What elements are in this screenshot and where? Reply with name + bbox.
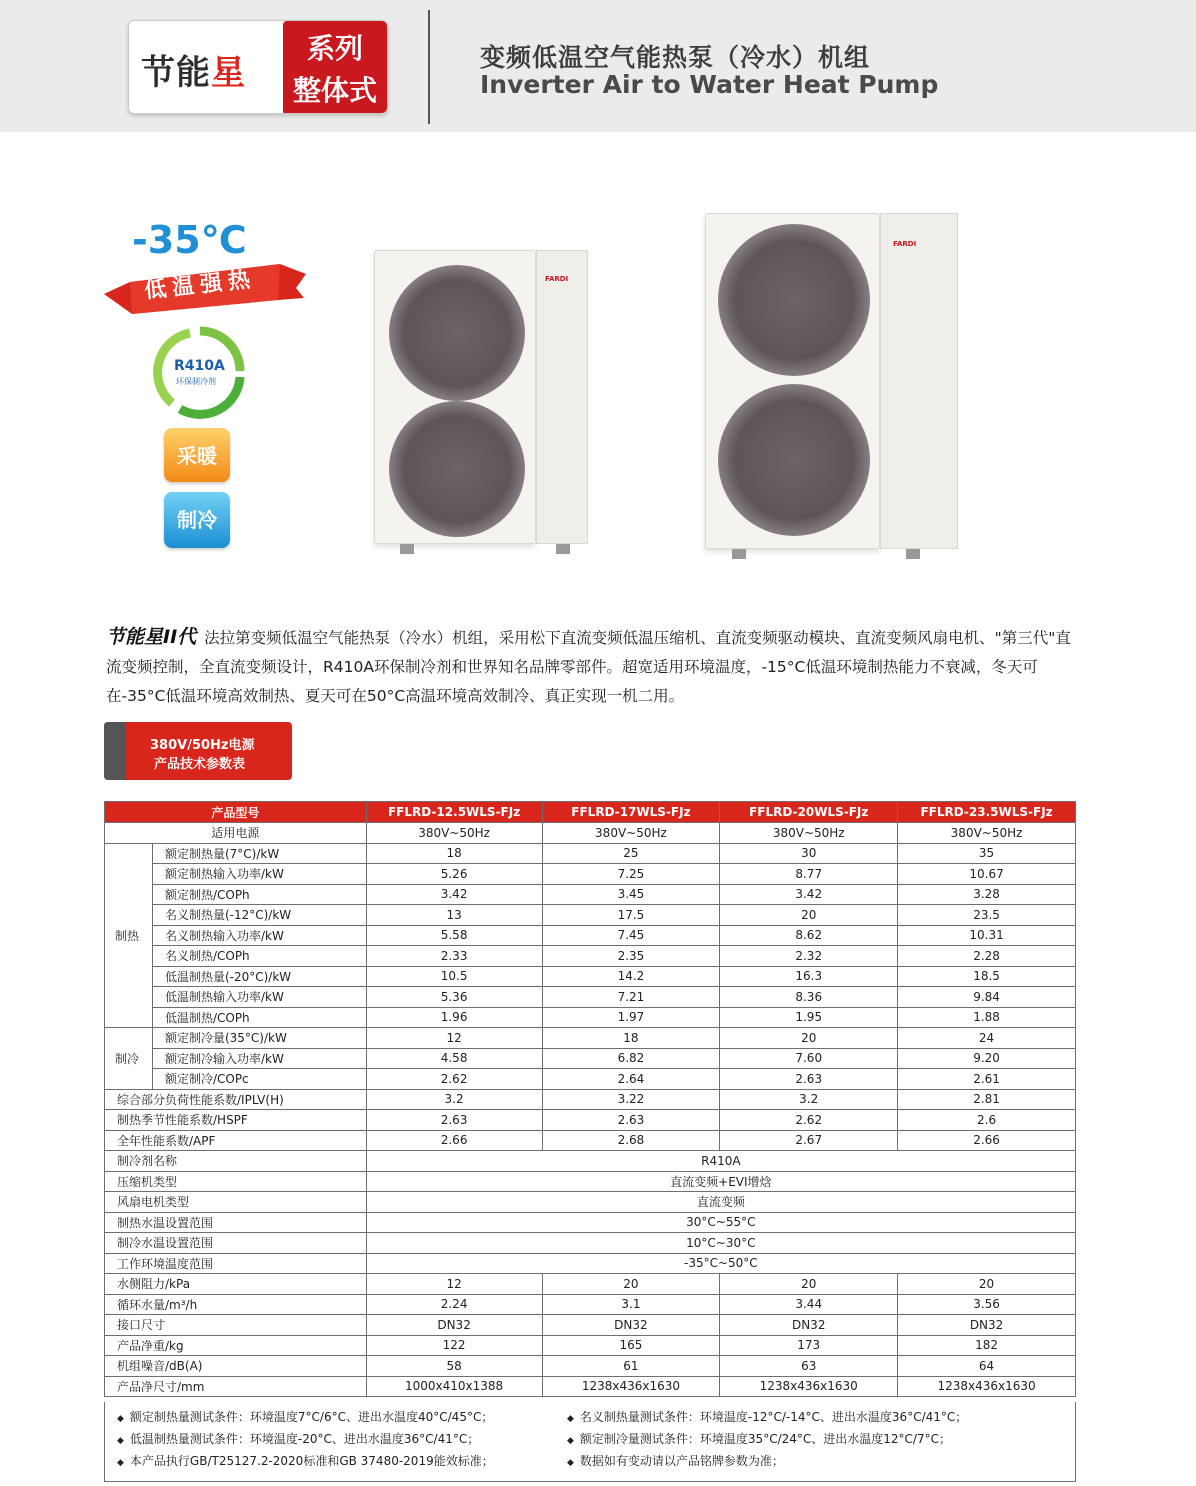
- table-row: [105, 884, 1076, 905]
- table-cell: 17.5: [542, 905, 720, 926]
- table-row: [105, 1069, 1076, 1090]
- product-image-small: [374, 250, 536, 544]
- table-cell: 2.67: [720, 1130, 898, 1151]
- table-row: [105, 1376, 1076, 1397]
- spec-table-body: [105, 823, 1076, 1397]
- notes-box: [104, 1402, 1076, 1482]
- table-row: [105, 1151, 1076, 1172]
- table-cell: 20: [720, 1028, 898, 1049]
- table-cell: 14.2: [542, 966, 720, 987]
- table-cell: 2.63: [720, 1069, 898, 1090]
- table-cell: 2.63: [542, 1110, 720, 1131]
- table-cell: 10.31: [898, 925, 1076, 946]
- note-item: ◆ 名义制热量测试条件：环境温度-12°C/-14°C、进出水温度36°C/41°C；: [567, 1410, 968, 1424]
- unit-foot: [906, 549, 920, 559]
- header-band: [0, 0, 1196, 132]
- row-label: 名义制热量(-12°C)/kW: [152, 905, 366, 926]
- table-cell: DN32: [720, 1315, 898, 1336]
- table-cell: 63: [720, 1356, 898, 1377]
- table-row: [105, 1356, 1076, 1377]
- group-label-cooling: 制冷: [105, 1028, 153, 1090]
- table-cell: 20: [898, 1274, 1076, 1295]
- table-cell: 3.1: [542, 1294, 720, 1315]
- table-row: [105, 946, 1076, 967]
- table-cell: 1.88: [898, 1007, 1076, 1028]
- table-cell: 5.58: [366, 925, 542, 946]
- table-cell: 182: [898, 1335, 1076, 1356]
- tag-strip: [104, 722, 126, 780]
- table-cell: 8.77: [720, 864, 898, 885]
- note-item: ◆ 数据如有变动请以产品铭牌参数为准；: [567, 1454, 784, 1468]
- table-cell: 3.42: [720, 884, 898, 905]
- table-cell: 9.20: [898, 1048, 1076, 1069]
- table-cell: 3.56: [898, 1294, 1076, 1315]
- row-label: 循环水量/m³/h: [105, 1294, 367, 1315]
- table-cell: 380V~50Hz: [366, 823, 542, 844]
- table-cell: 20: [720, 1274, 898, 1295]
- table-cell: 13: [366, 905, 542, 926]
- table-row: [105, 864, 1076, 885]
- table-cell: 20: [720, 905, 898, 926]
- series-logo: [128, 20, 388, 114]
- table-cell: DN32: [898, 1315, 1076, 1336]
- header-cell: FFLRD-20WLS-FJz: [720, 802, 898, 823]
- row-label: 产品净重/kg: [105, 1335, 367, 1356]
- row-label: 机组噪音/dB(A): [105, 1356, 367, 1377]
- merged-value: R410A: [366, 1151, 1075, 1172]
- temp-value: -35℃: [132, 218, 247, 262]
- table-cell: 2.63: [366, 1110, 542, 1131]
- table-cell: 2.24: [366, 1294, 542, 1315]
- table-cell: 3.2: [366, 1089, 542, 1110]
- intro-text: 法拉第变频低温空气能热泵（冷水）机组，采用松下直流变频低温压缩机、直流变频驱动模块、直流变频风扇电机、"第三代"直流变频控制，全直流变频设计，R410A环保制冷剂和世界知名品牌零部件。超宽适用环境温度，-15°C低温环境制热能力不衰减，冬天可在-35°C低温环境高效制热、夏天可在50°C高温环境高效制冷、真正实现一机二用。: [106, 629, 1071, 705]
- merged-value: -35°C~50°C: [366, 1253, 1075, 1274]
- cooling-label: 制冷: [177, 508, 217, 532]
- table-cell: 5.36: [366, 987, 542, 1008]
- header-cell: FFLRD-12.5WLS-FJz: [366, 802, 542, 823]
- table-cell: 2.32: [720, 946, 898, 967]
- fan-icon: [389, 401, 525, 537]
- table-cell: 1238x436x1630: [542, 1376, 720, 1397]
- note-item: ◆ 本产品执行GB/T25127.2-2020标准和GB 37480-2019能效标准；: [117, 1454, 494, 1468]
- table-row: [105, 1171, 1076, 1192]
- brand-logo: FARDI: [893, 240, 917, 248]
- heating-label: 采暖: [177, 444, 217, 468]
- logo-star: 星: [211, 53, 246, 93]
- row-label: 低温制热输入功率/kW: [152, 987, 366, 1008]
- table-cell: 2.28: [898, 946, 1076, 967]
- table-cell: 18.5: [898, 966, 1076, 987]
- table-cell: 3.2: [720, 1089, 898, 1110]
- table-cell: 7.60: [720, 1048, 898, 1069]
- table-row: [105, 1335, 1076, 1356]
- table-cell: 1000x410x1388: [366, 1376, 542, 1397]
- table-row: [105, 1274, 1076, 1295]
- logo-type-label: 整体式: [292, 74, 377, 107]
- row-label: 制热水温设置范围: [105, 1212, 367, 1233]
- header-cell: FFLRD-23.5WLS-FJz: [898, 802, 1076, 823]
- table-cell: 2.66: [898, 1130, 1076, 1151]
- table-cell: 58: [366, 1356, 542, 1377]
- spec-table: [104, 801, 1076, 1397]
- table-cell: 1238x436x1630: [898, 1376, 1076, 1397]
- table-cell: DN32: [366, 1315, 542, 1336]
- row-label: 全年性能系数/APF: [105, 1130, 367, 1151]
- brand-logo: FARDI: [545, 275, 569, 283]
- row-label: 产品净尺寸/mm: [105, 1376, 367, 1397]
- table-cell: 3.28: [898, 884, 1076, 905]
- cooling-badge: [164, 492, 230, 548]
- table-cell: 2.62: [720, 1110, 898, 1131]
- table-cell: 165: [542, 1335, 720, 1356]
- group-label-heating: 制热: [105, 843, 153, 1028]
- merged-value: 直流变频+EVI增焓: [366, 1171, 1075, 1192]
- page-title-cn: 变频低温空气能热泵（冷水）机组: [480, 43, 871, 72]
- row-label: 制冷水温设置范围: [105, 1233, 367, 1254]
- header-cell: FFLRD-17WLS-FJz: [542, 802, 720, 823]
- table-cell: 18: [366, 843, 542, 864]
- table-header-row: [105, 802, 1076, 823]
- table-cell: 1238x436x1630: [720, 1376, 898, 1397]
- row-label: 额定制热/COPh: [152, 884, 366, 905]
- unit-foot: [732, 549, 746, 559]
- table-cell: 2.66: [366, 1130, 542, 1151]
- note-item: ◆ 额定制热量测试条件：环境温度7°C/6°C、进出水温度40°C/45°C；: [117, 1410, 494, 1424]
- table-row: [105, 925, 1076, 946]
- row-label: 工作环境温度范围: [105, 1253, 367, 1274]
- table-cell: 10.67: [898, 864, 1076, 885]
- fan-icon: [718, 224, 870, 376]
- table-cell: 1.97: [542, 1007, 720, 1028]
- logo-series-label: 系列: [306, 32, 363, 65]
- table-cell: 10.5: [366, 966, 542, 987]
- table-cell: 173: [720, 1335, 898, 1356]
- row-label: 接口尺寸: [105, 1315, 367, 1336]
- table-cell: 24: [898, 1028, 1076, 1049]
- table-row: [105, 1253, 1076, 1274]
- note-item: ◆ 额定制冷量测试条件：环境温度35°C/24°C、进出水温度12°C/7°C；: [567, 1432, 951, 1446]
- intro-lead: 节能星II代: [106, 626, 197, 648]
- table-cell: 1.95: [720, 1007, 898, 1028]
- table-cell: 12: [366, 1274, 542, 1295]
- row-label: 额定制热输入功率/kW: [152, 864, 366, 885]
- logo-main-text: 节能星: [141, 53, 246, 93]
- table-cell: 64: [898, 1356, 1076, 1377]
- row-label: 综合部分负荷性能系数/IPLV(H): [105, 1089, 367, 1110]
- table-cell: 380V~50Hz: [720, 823, 898, 844]
- row-label: 额定制冷输入功率/kW: [152, 1048, 366, 1069]
- row-label: 制热季节性能系数/HSPF: [105, 1110, 367, 1131]
- table-cell: 122: [366, 1335, 542, 1356]
- table-cell: 7.25: [542, 864, 720, 885]
- table-row: [105, 1212, 1076, 1233]
- merged-value: 30°C~55°C: [366, 1212, 1075, 1233]
- table-cell: 9.84: [898, 987, 1076, 1008]
- row-label: 制冷剂名称: [105, 1151, 367, 1172]
- table-cell: 7.45: [542, 925, 720, 946]
- intro-paragraph: [106, 623, 1086, 711]
- row-label: 适用电源: [105, 823, 367, 844]
- row-label: 名义制热输入功率/kW: [152, 925, 366, 946]
- header-divider: [428, 10, 430, 124]
- table-row: [105, 823, 1076, 844]
- table-cell: 2.33: [366, 946, 542, 967]
- table-cell: 12: [366, 1028, 542, 1049]
- row-label: 低温制热/COPh: [152, 1007, 366, 1028]
- table-row: [105, 843, 1076, 864]
- table-row: [105, 905, 1076, 926]
- table-cell: 2.68: [542, 1130, 720, 1151]
- tag-line1: 380V/50Hz电源: [150, 738, 255, 753]
- heating-badge: [164, 428, 230, 482]
- table-cell: 16.3: [720, 966, 898, 987]
- table-cell: 2.6: [898, 1110, 1076, 1131]
- table-cell: 2.64: [542, 1069, 720, 1090]
- table-row: [105, 1110, 1076, 1131]
- side-panel-small: [536, 250, 588, 544]
- table-cell: 4.58: [366, 1048, 542, 1069]
- table-row: [105, 1233, 1076, 1254]
- refrigerant-sub: 环保制冷剂: [176, 377, 216, 386]
- merged-value: 10°C~30°C: [366, 1233, 1075, 1254]
- table-cell: 3.22: [542, 1089, 720, 1110]
- table-cell: 380V~50Hz: [542, 823, 720, 844]
- table-row: [105, 1048, 1076, 1069]
- table-row: [105, 1028, 1076, 1049]
- table-cell: 3.44: [720, 1294, 898, 1315]
- table-cell: 61: [542, 1356, 720, 1377]
- row-label: 低温制热量(-20°C)/kW: [152, 966, 366, 987]
- fan-icon: [718, 384, 870, 536]
- row-label: 压缩机类型: [105, 1171, 367, 1192]
- table-row: [105, 987, 1076, 1008]
- ribbon-text: 低温强热: [143, 267, 258, 304]
- table-cell: 8.36: [720, 987, 898, 1008]
- row-label: 水侧阻力/kPa: [105, 1274, 367, 1295]
- table-cell: 1.96: [366, 1007, 542, 1028]
- refrigerant-badge: [150, 325, 250, 420]
- table-cell: 2.81: [898, 1089, 1076, 1110]
- merged-value: 直流变频: [366, 1192, 1075, 1213]
- table-cell: 18: [542, 1028, 720, 1049]
- row-label: 额定制冷/COPc: [152, 1069, 366, 1090]
- header-cell: 产品型号: [105, 802, 367, 823]
- row-label: 额定制热量(7°C)/kW: [152, 843, 366, 864]
- table-cell: 30: [720, 843, 898, 864]
- section-tag: [104, 722, 292, 780]
- table-row: [105, 1089, 1076, 1110]
- refrigerant-label: R410A: [174, 358, 225, 374]
- page-title-en: Inverter Air to Water Heat Pump: [480, 70, 939, 99]
- table-cell: 3.42: [366, 884, 542, 905]
- table-cell: 2.61: [898, 1069, 1076, 1090]
- table-cell: 8.62: [720, 925, 898, 946]
- table-cell: 7.21: [542, 987, 720, 1008]
- tag-line2: 产品技术参数表: [154, 757, 246, 772]
- unit-foot: [400, 544, 414, 554]
- table-cell: 6.82: [542, 1048, 720, 1069]
- table-row: [105, 966, 1076, 987]
- note-item: ◆ 低温制热量测试条件：环境温度-20°C、进出水温度36°C/41°C；: [117, 1432, 480, 1446]
- row-label: 风扇电机类型: [105, 1192, 367, 1213]
- fan-icon: [389, 265, 525, 401]
- logo-red-block: [283, 21, 387, 114]
- row-label: 额定制冷量(35°C)/kW: [152, 1028, 366, 1049]
- table-row: [105, 1130, 1076, 1151]
- table-cell: 380V~50Hz: [898, 823, 1076, 844]
- table-cell: 3.45: [542, 884, 720, 905]
- low-temp-badge: [100, 218, 310, 313]
- row-label: 名义制热/COPh: [152, 946, 366, 967]
- table-cell: DN32: [542, 1315, 720, 1336]
- table-cell: 23.5: [898, 905, 1076, 926]
- unit-foot: [556, 544, 570, 554]
- table-row: [105, 1007, 1076, 1028]
- table-cell: 35: [898, 843, 1076, 864]
- table-row: [105, 1294, 1076, 1315]
- table-cell: 5.26: [366, 864, 542, 885]
- table-cell: 25: [542, 843, 720, 864]
- product-image-large: [705, 213, 880, 549]
- table-cell: 20: [542, 1274, 720, 1295]
- side-panel-large: [880, 213, 958, 549]
- table-row: [105, 1315, 1076, 1336]
- table-cell: 2.35: [542, 946, 720, 967]
- table-cell: 2.62: [366, 1069, 542, 1090]
- table-row: [105, 1192, 1076, 1213]
